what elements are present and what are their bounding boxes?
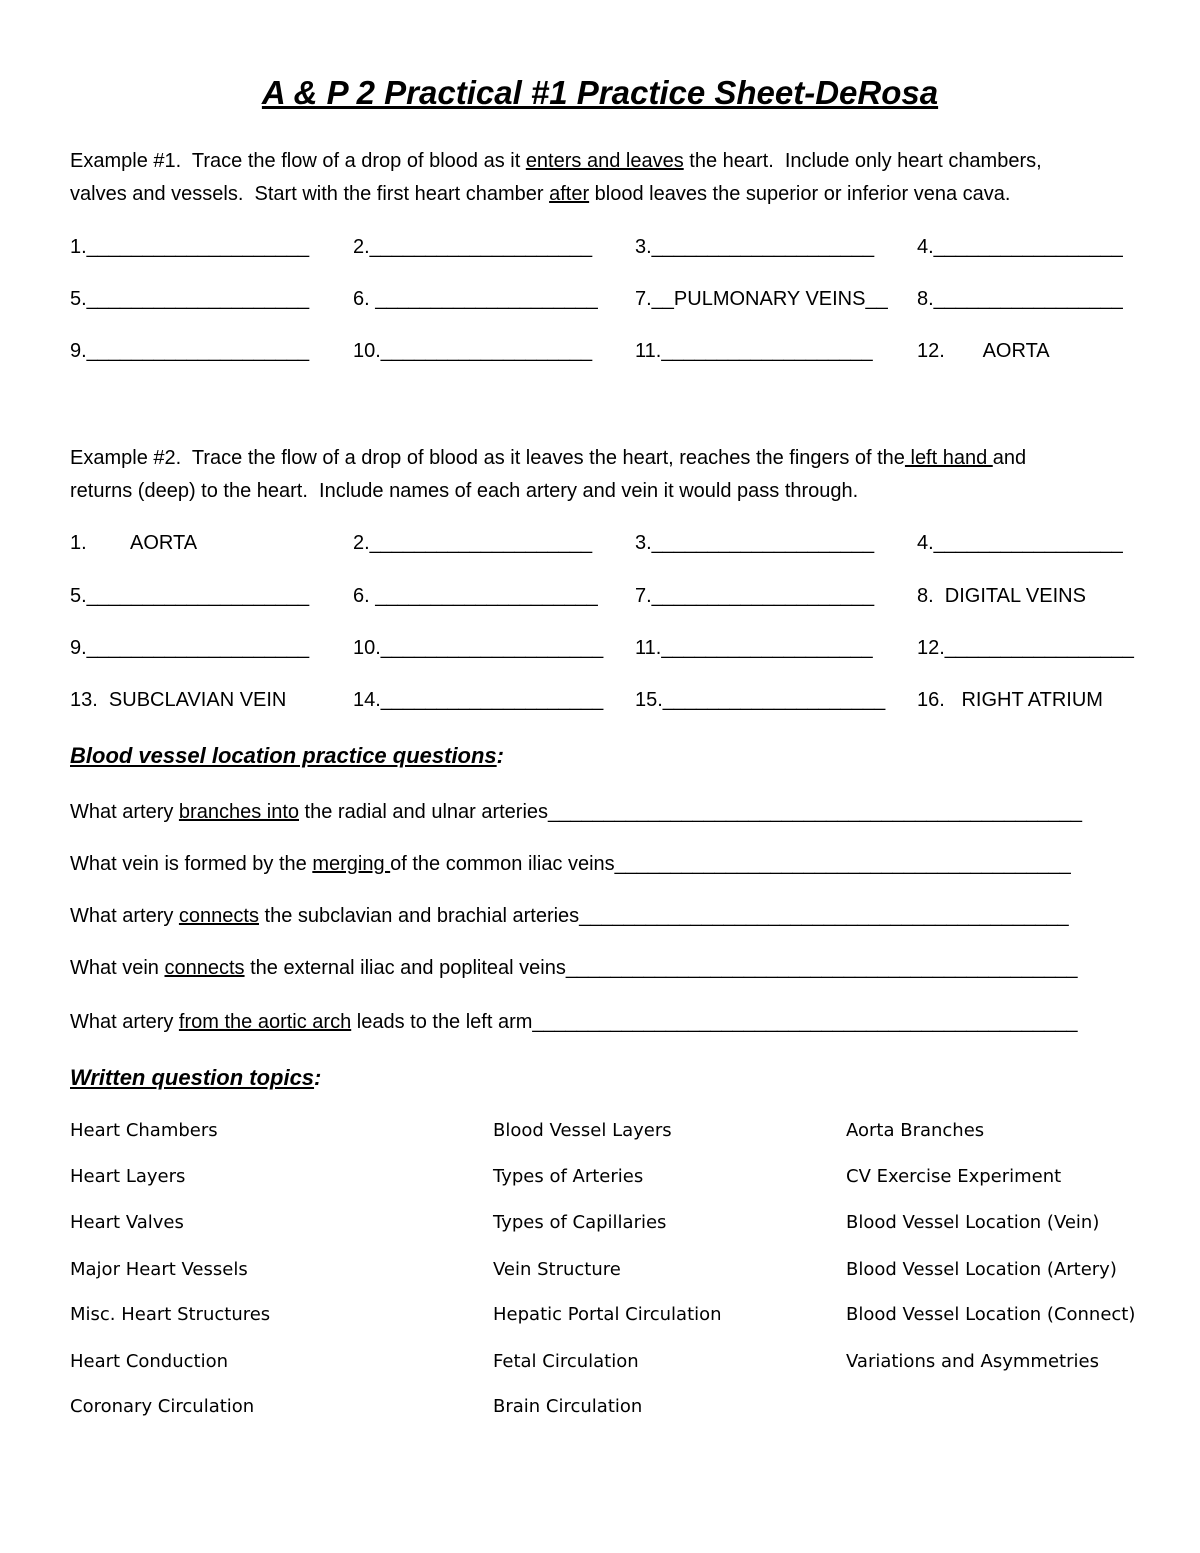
question-text: the radial and ulnar arteries________________________________________________ xyxy=(299,801,1082,823)
question-text: of the common iliac veins_________________________________________ xyxy=(390,853,1071,875)
example2-item[interactable]: 15.____________________ xyxy=(635,689,886,711)
example2-instructions-line2: returns (deep) to the heart. Include names of each artery and vein it would pass through. xyxy=(70,480,859,502)
topic-item: Fetal Circulation xyxy=(493,1351,639,1372)
example1-item[interactable]: 3.____________________ xyxy=(635,236,875,258)
emphasis-text: connects xyxy=(164,957,245,979)
location-question[interactable] xyxy=(70,854,1071,874)
example1-item: 7.__PULMONARY VEINS__ xyxy=(635,288,888,310)
example2-instructions-line1 xyxy=(70,448,1026,468)
question-text: leads to the left arm_________________________________________________ xyxy=(351,1011,1078,1033)
topic-item: Heart Valves xyxy=(70,1212,184,1233)
example2-item: 1. AORTA xyxy=(70,532,198,554)
instruction-text: Example #1. Trace the flow of a drop of blood as it xyxy=(70,150,526,172)
instruction-text: Example #2. Trace the flow of a drop of blood as it leaves the heart, reaches the fingers of the xyxy=(70,447,905,469)
topic-item: Blood Vessel Location (Connect) xyxy=(846,1304,1136,1325)
instruction-text: valves and vessels. Start with the first heart chamber xyxy=(70,183,550,205)
example2-item[interactable]: 6. ____________________ xyxy=(353,585,598,607)
topic-item: Types of Capillaries xyxy=(493,1212,667,1233)
emphasis-text: left hand xyxy=(904,447,993,469)
example1-item[interactable]: 5.____________________ xyxy=(70,288,310,310)
instruction-text: and xyxy=(992,447,1027,469)
example1-instructions-line1 xyxy=(70,151,1042,171)
example1-item: 12. AORTA xyxy=(917,340,1050,362)
page-title: A & P 2 Practical #1 Practice Sheet-DeRosa xyxy=(261,74,939,111)
topic-item: Heart Layers xyxy=(70,1166,186,1187)
emphasis-text: merging xyxy=(312,853,391,875)
example2-item: 16. RIGHT ATRIUM xyxy=(917,689,1103,711)
location-section-heading xyxy=(70,745,504,767)
topic-item: Vein Structure xyxy=(493,1259,621,1280)
question-text: What vein xyxy=(70,957,165,979)
example2-item[interactable]: 9.____________________ xyxy=(70,637,310,659)
example2-item[interactable]: 2.____________________ xyxy=(353,532,593,554)
topic-item: Misc. Heart Structures xyxy=(70,1304,271,1325)
emphasis-text: from the aortic arch xyxy=(178,1011,352,1033)
example1-item[interactable]: 9.____________________ xyxy=(70,340,310,362)
topics-section-heading xyxy=(70,1067,321,1089)
instruction-text: blood leaves the superior or inferior vena cava. xyxy=(589,183,1011,205)
location-question[interactable] xyxy=(70,802,1082,822)
topic-item: Blood Vessel Location (Artery) xyxy=(846,1259,1117,1280)
example1-item[interactable]: 2.____________________ xyxy=(353,236,593,258)
question-text: What vein is formed by the xyxy=(70,853,313,875)
question-text: the external iliac and popliteal veins______________________________________________ xyxy=(244,957,1078,979)
example2-item[interactable]: 11.___________________ xyxy=(635,637,873,659)
location-question[interactable] xyxy=(70,1012,1077,1032)
question-text: What artery xyxy=(70,1011,179,1033)
topic-item: Blood Vessel Layers xyxy=(493,1120,672,1141)
example2-item[interactable]: 3.____________________ xyxy=(635,532,875,554)
example2-item[interactable]: 14.____________________ xyxy=(353,689,604,711)
topic-item: Types of Arteries xyxy=(493,1166,644,1187)
example1-item[interactable]: 6. ____________________ xyxy=(353,288,598,310)
topic-item: Aorta Branches xyxy=(846,1120,985,1141)
example2-item: 8. DIGITAL VEINS xyxy=(917,585,1086,607)
topic-item: Brain Circulation xyxy=(493,1396,643,1417)
heading-text: Written question topics xyxy=(70,1065,315,1090)
question-text: the subclavian and brachial arteries____________________________________________ xyxy=(258,905,1069,927)
topic-item: Major Heart Vessels xyxy=(70,1259,248,1280)
topic-item: Heart Chambers xyxy=(70,1120,218,1141)
topic-item: Hepatic Portal Circulation xyxy=(493,1304,722,1325)
emphasis-text: enters and leaves xyxy=(525,150,684,172)
topic-item: Coronary Circulation xyxy=(70,1396,255,1417)
example1-item[interactable]: 1.____________________ xyxy=(70,236,310,258)
example2-item[interactable]: 5.____________________ xyxy=(70,585,310,607)
heading-suffix: : xyxy=(314,1065,322,1090)
example1-item[interactable]: 10.___________________ xyxy=(353,340,593,362)
example1-item[interactable]: 8._________________ xyxy=(917,288,1123,310)
example2-item: 13. SUBCLAVIAN VEIN xyxy=(70,689,287,711)
location-question[interactable] xyxy=(70,958,1078,978)
heading-text: Blood vessel location practice questions xyxy=(70,743,497,768)
example1-item[interactable]: 4._________________ xyxy=(917,236,1123,258)
location-question[interactable] xyxy=(70,906,1069,926)
heading-suffix: : xyxy=(496,743,504,768)
emphasis-text: connects xyxy=(178,905,259,927)
example2-item[interactable]: 12._________________ xyxy=(917,637,1134,659)
example1-item[interactable]: 11.___________________ xyxy=(635,340,873,362)
topic-item: CV Exercise Experiment xyxy=(846,1166,1062,1187)
question-text: What artery xyxy=(70,801,179,823)
question-text: What artery xyxy=(70,905,179,927)
emphasis-text: after xyxy=(549,183,590,205)
emphasis-text: branches into xyxy=(178,801,299,823)
topic-item: Variations and Asymmetries xyxy=(846,1351,1099,1372)
example2-item[interactable]: 7.____________________ xyxy=(635,585,875,607)
example2-item[interactable]: 4._________________ xyxy=(917,532,1123,554)
instruction-text: the heart. Include only heart chambers, xyxy=(683,150,1042,172)
example1-instructions-line2 xyxy=(70,184,1010,204)
example2-item[interactable]: 10.____________________ xyxy=(353,637,604,659)
topic-item: Blood Vessel Location (Vein) xyxy=(846,1212,1100,1233)
topic-item: Heart Conduction xyxy=(70,1351,229,1372)
